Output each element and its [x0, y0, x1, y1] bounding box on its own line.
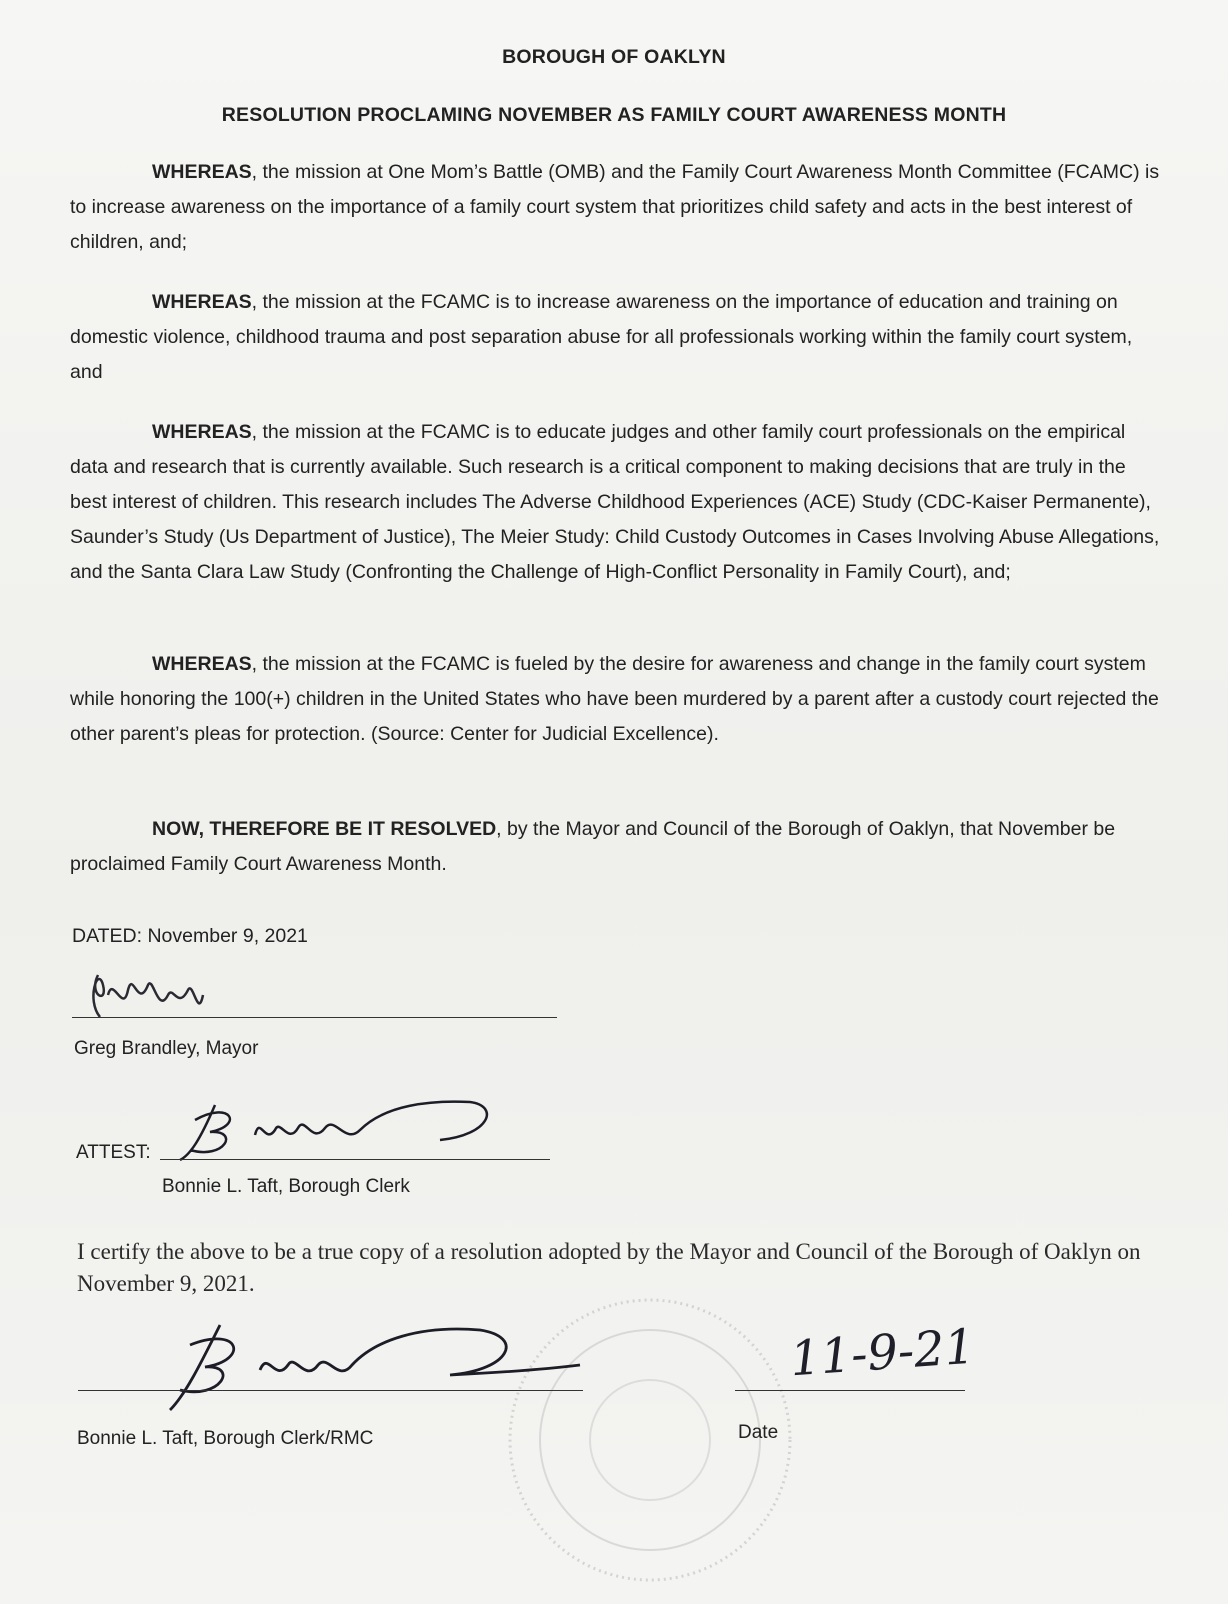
dated-line: DATED: November 9, 2021 [72, 925, 308, 947]
whereas-text: , the mission at One Mom’s Battle (OMB) and the Family Court Awareness Month Committee (FCAMC) is to increase awareness on the importance of a family court system that prioritizes child safety and acts in the best interest of children, and; [70, 161, 1160, 253]
mayor-name: Greg Brandley, Mayor [74, 1038, 259, 1059]
whereas-lead: WHEREAS [152, 161, 252, 183]
whereas-text: , the mission at the FCAMC is to increase awareness on the importance of education and training on domestic violence, childhood trauma and post separation abuse for all professionals working within the family court system, and [70, 291, 1133, 383]
clerk-name: Bonnie L. Taft, Borough Clerk/RMC [77, 1428, 374, 1449]
attest-clerk-name: Bonnie L. Taft, Borough Clerk [162, 1176, 410, 1197]
whereas-paragraph-1 [70, 155, 1160, 260]
resolved-lead: NOW, THEREFORE BE IT RESOLVED [152, 818, 497, 840]
mayor-signature-line [72, 1017, 557, 1018]
mayor-signature [78, 955, 238, 1035]
whereas-lead: WHEREAS [152, 653, 252, 675]
attest-label: ATTEST: [76, 1142, 151, 1163]
clerk-signature-attest [170, 1090, 550, 1170]
resolved-paragraph [70, 812, 1160, 882]
whereas-lead: WHEREAS [152, 291, 252, 313]
whereas-text: , the mission at the FCAMC is fueled by the desire for awareness and change in the family court system while honoring the 100(+) children in the United States who have been murdered by a parent after a custody court rejected the other parent’s pleas for protection. (Source: Center for Judicial Excellence). [70, 653, 1159, 745]
whereas-paragraph-3 [70, 415, 1160, 590]
clerk-signature-line [78, 1390, 583, 1391]
resolved-text: , by the Mayor and Council of the Borough of Oaklyn, that November be proclaimed Family Court Awareness Month. [70, 818, 1116, 875]
certification-statement: I certify the above to be a true copy of a resolution adopted by the Mayor and Council of the Borough of Oaklyn on November 9, 2021. [77, 1239, 1141, 1296]
whereas-paragraph-4 [70, 647, 1160, 752]
handwritten-date: 11-9-21 [788, 1318, 977, 1388]
whereas-text: , the mission at the FCAMC is to educate judges and other family court professionals on the empirical data and research that is currently available. Such research is a critical component to making decisions that are truly in the best interest of children. This research includes The Adverse Childhood Experiences (ACE) Study (CDC-Kaiser Permanente), Saunder’s Study (Us Department of Justice), The Meier Study: Child Custody Outcomes in Cases Involving Abuse Allegations, and the Santa Clara Law Study (Confronting the Challenge of High-Conflict Personality in Family Court), and; [70, 421, 1160, 583]
attest-signature-line [160, 1159, 550, 1160]
borough-heading: BOROUGH OF OAKLYN [502, 46, 726, 68]
date-label: Date [738, 1422, 779, 1443]
date-line [735, 1390, 965, 1391]
clerk-signature [150, 1315, 590, 1415]
resolution-title: RESOLUTION PROCLAMING NOVEMBER AS FAMILY COURT AWARENESS MONTH [221, 104, 1007, 126]
whereas-lead: WHEREAS [152, 421, 252, 443]
whereas-paragraph-2 [70, 285, 1160, 390]
